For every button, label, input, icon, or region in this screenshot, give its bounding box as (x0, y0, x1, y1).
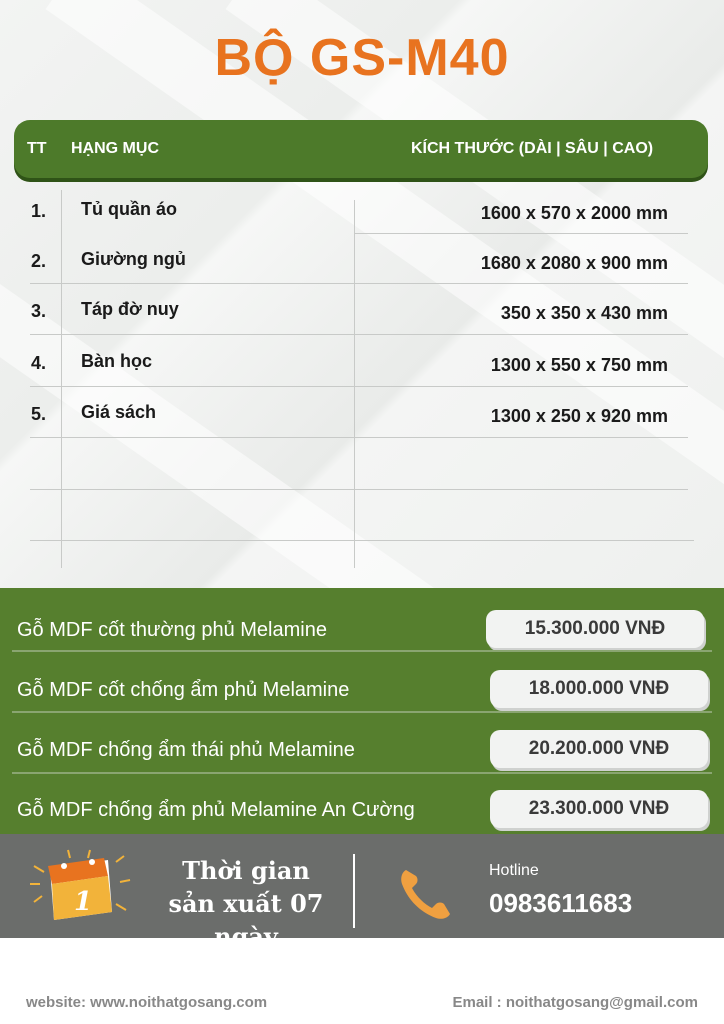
table-row: 1. Tủ quần áo 1600 x 570 x 2000 mm (31, 199, 668, 223)
material-label: Gỗ MDF cốt thường phủ Melamine (17, 619, 327, 641)
hotline-label: Hotline (489, 862, 539, 879)
header-item: HẠNG MỤC (71, 140, 159, 157)
price-row (0, 716, 724, 776)
table-header (14, 120, 708, 178)
price-badge: 20.200.000 VNĐ (490, 730, 708, 768)
table-row: 3. Táp đờ nuy 350 x 350 x 430 mm (31, 299, 668, 323)
price-row (0, 776, 724, 836)
price-badge: 18.000.000 VNĐ (490, 670, 708, 708)
price-badge: 23.300.000 VNĐ (490, 790, 708, 828)
svg-text:1: 1 (74, 887, 93, 917)
info-divider (353, 854, 355, 928)
price-row (0, 656, 724, 716)
material-label: Gỗ MDF chống ẩm thái phủ Melamine (17, 739, 355, 761)
table-row: 4. Bàn học 1300 x 550 x 750 mm (31, 351, 668, 375)
material-label: Gỗ MDF chống ẩm phủ Melamine An Cường (17, 799, 415, 821)
phone-icon[interactable] (398, 866, 454, 922)
website-link[interactable]: website: www.noithatgosang.com (26, 994, 268, 1011)
production-time: Thời gian sản xuất 07 ngày (168, 856, 324, 951)
material-label: Gỗ MDF cốt chống ẩm phủ Melamine (17, 679, 350, 701)
hotline-number[interactable]: 0983611683 (489, 888, 633, 918)
info-bar (0, 834, 724, 951)
price-row (0, 596, 724, 656)
price-badge: 15.300.000 VNĐ (486, 610, 704, 648)
table-row: 2. Giường ngủ 1680 x 2080 x 900 mm (31, 249, 668, 273)
header-tt: TT (27, 140, 47, 157)
price-section (0, 588, 724, 834)
header-dims: KÍCH THƯỚC (DÀI | SÂU | CAO) (411, 140, 654, 157)
calendar-icon (28, 848, 132, 928)
email-link[interactable]: Email : noithatgosang@gmail.com (452, 994, 698, 1011)
page-title: BỘ GS-M40 (214, 29, 510, 87)
table-row: 5. Giá sách 1300 x 250 x 920 mm (31, 402, 668, 426)
